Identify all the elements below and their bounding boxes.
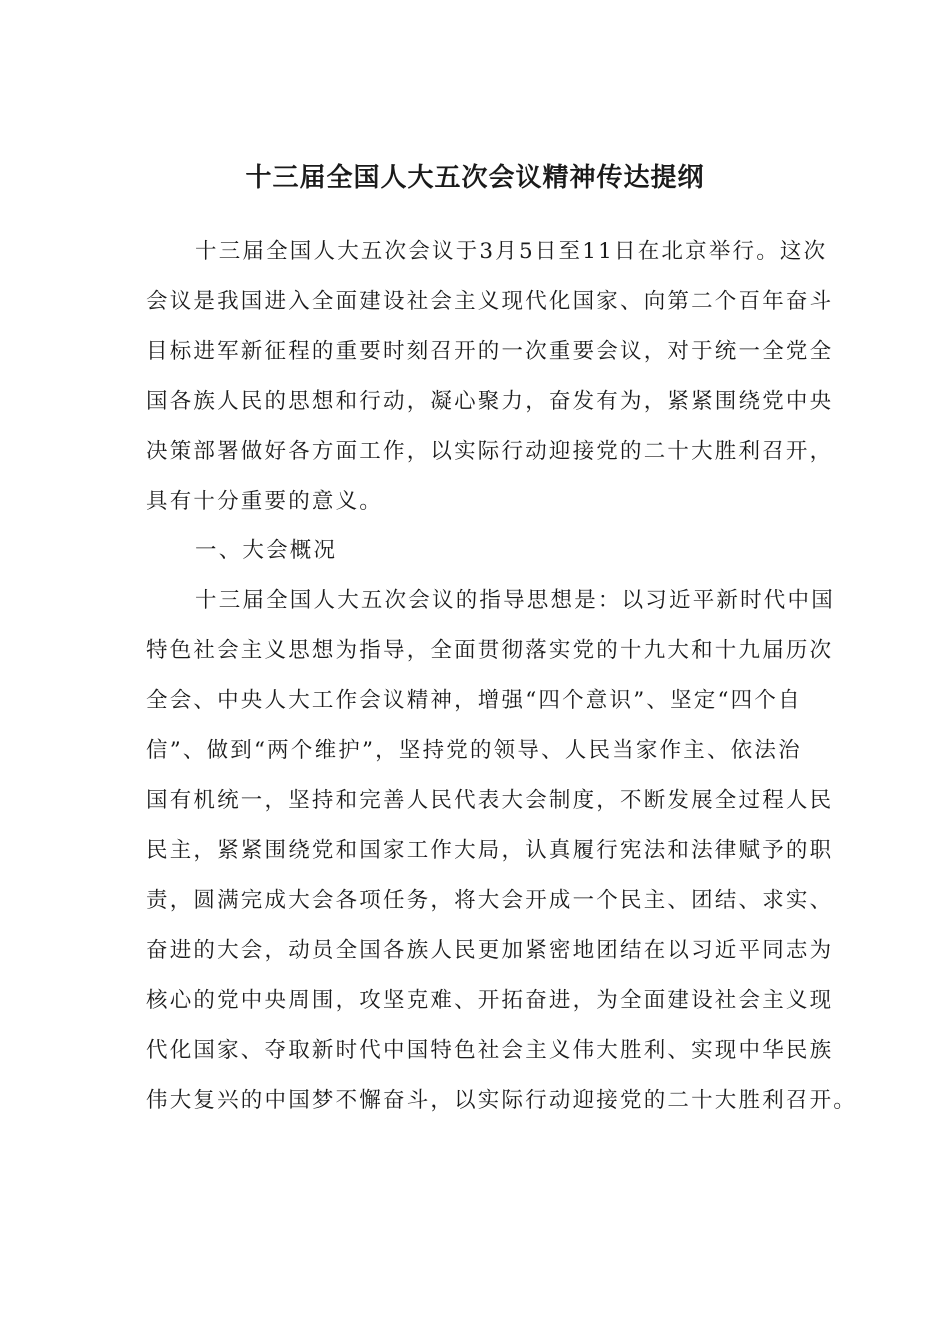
paragraph-2-line: 国有机统一，坚持和完善人民代表大会制度，不断发展全过程人民 <box>146 788 834 813</box>
paragraph-1-line: 目标进军新征程的重要时刻召开的一次重要会议，对于统一全党全 <box>146 339 834 364</box>
paragraph-1-line: 国各族人民的思想和行动，凝心聚力，奋发有为，紧紧围绕党中央 <box>146 389 834 414</box>
paragraph-1-line: 决策部署做好各方面工作，以实际行动迎接党的二十大胜利召开， <box>146 439 834 464</box>
document-title: 十三届全国人大五次会议精神传达提纲 <box>245 163 705 193</box>
paragraph-2-line: 特色社会主义思想为指导，全面贯彻落实党的十九大和十九届历次 <box>146 638 834 663</box>
paragraph-2-line: 十三届全国人大五次会议的指导思想是：以习近平新时代中国 <box>195 588 835 613</box>
paragraph-2-line: 民主，紧紧围绕党和国家工作大局，认真履行宪法和法律赋予的职 <box>146 838 834 863</box>
paragraph-2-line: 奋进的大会，动员全国各族人民更加紧密地团结在以习近平同志为 <box>146 938 834 963</box>
paragraph-1-line: 十三届全国人大五次会议于3月5日至11日在北京举行。这次 <box>195 239 828 264</box>
paragraph-2-line: 全会、中央人大工作会议精神，增强“四个意识”、坚定“四个自 <box>146 688 802 713</box>
paragraph-2-line: 伟大复兴的中国梦不懈奋斗，以实际行动迎接党的二十大胜利召开。 <box>146 1088 858 1113</box>
paragraph-1-line: 会议是我国进入全面建设社会主义现代化国家、向第二个百年奋斗 <box>146 289 834 314</box>
paragraph-2-line: 代化国家、夺取新时代中国特色社会主义伟大胜利、实现中华民族 <box>146 1038 834 1063</box>
paragraph-2-line: 信”、做到“两个维护”，坚持党的领导、人民当家作主、依法治 <box>146 738 802 763</box>
section-heading: 一、大会概况 <box>195 538 338 563</box>
paragraph-1-line: 具有十分重要的意义。 <box>146 489 384 514</box>
paragraph-2-line: 责，圆满完成大会各项任务，将大会开成一个民主、团结、求实、 <box>146 888 834 913</box>
paragraph-2-line: 核心的党中央周围，攻坚克难、开拓奋进，为全面建设社会主义现 <box>146 988 834 1013</box>
